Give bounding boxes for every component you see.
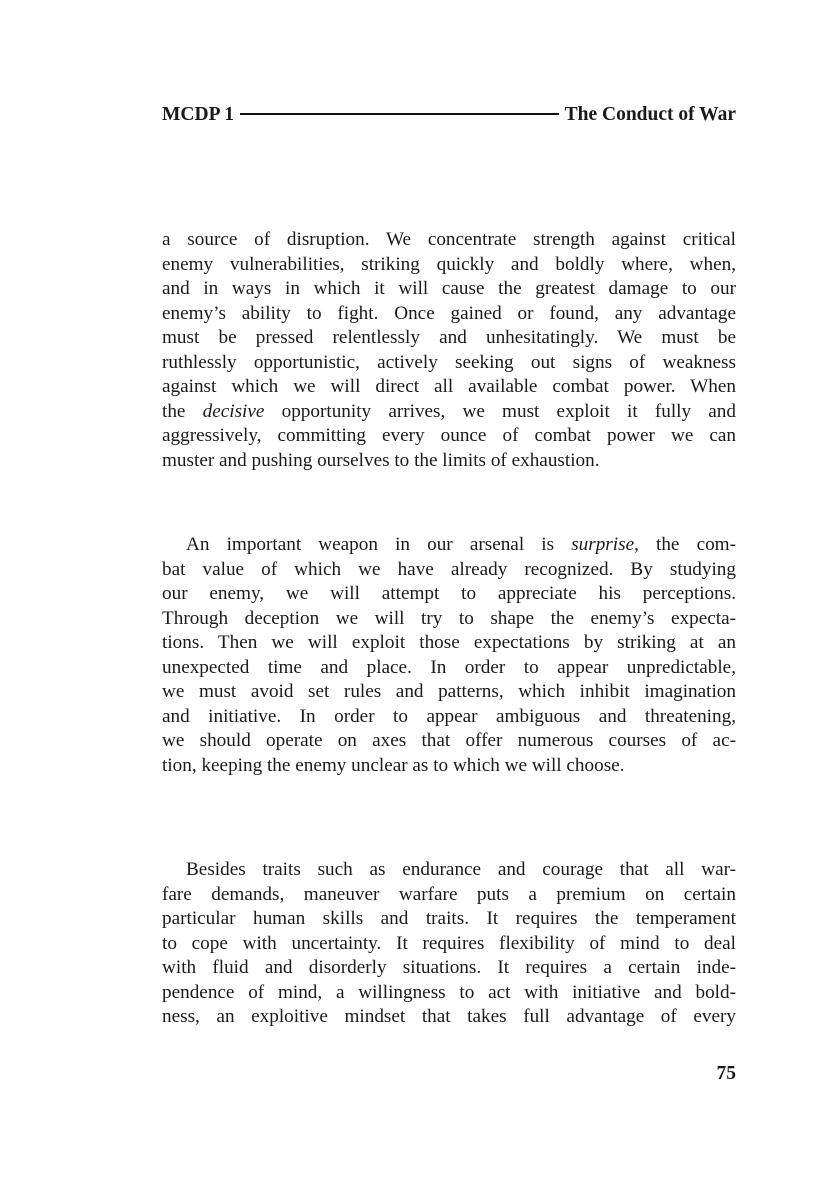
text-segment: and in ways in which it will cause the greatest damage to our <box>162 278 736 299</box>
text-segment: against which we will direct all available combat power. When <box>162 376 736 397</box>
text-line <box>162 302 736 327</box>
text-segment: Through deception we will try to shape the enemy’s expecta- <box>162 607 736 629</box>
text-segment: tions. Then we will exploit those expectations by striking at an <box>162 632 736 653</box>
text-line <box>162 705 736 730</box>
paragraph-3 <box>162 858 736 1030</box>
text-segment: , the com- <box>634 534 736 555</box>
emphasized-text: surprise <box>571 534 635 555</box>
text-line <box>162 533 736 558</box>
page-number: 75 <box>716 1063 736 1084</box>
text-line <box>162 253 736 278</box>
text-segment: we should operate on axes that offer numerous courses of ac- <box>162 730 736 751</box>
text-line <box>162 607 736 632</box>
text-segment: a source of disruption. We concentrate strength against critical <box>162 229 736 250</box>
text-line <box>162 956 736 981</box>
text-line <box>162 351 736 376</box>
text-segment: ness, an exploitive mindset that takes full advantage of every <box>162 1006 736 1027</box>
emphasized-text: decisive <box>202 400 265 422</box>
text-line <box>162 883 736 908</box>
paragraph-2 <box>162 533 736 778</box>
text-segment: the <box>162 400 203 422</box>
text-line <box>162 326 736 351</box>
text-line <box>162 582 736 607</box>
running-header <box>162 102 736 128</box>
text-segment: enemy’s ability to fight. Once gained or found, any advantage <box>162 302 736 324</box>
text-line <box>162 277 736 302</box>
header-document-id: MCDP 1 <box>162 104 235 125</box>
text-line <box>162 1005 736 1030</box>
text-segment: Besides traits such as endurance and courage that all war- <box>186 859 736 880</box>
text-segment: muster and pushing ourselves to the limits of exhaustion. <box>162 449 600 471</box>
text-line <box>162 907 736 932</box>
text-segment: pendence of mind, a willingness to act with initiative and bold- <box>162 981 736 1003</box>
text-segment: our enemy, we will attempt to appreciate his perceptions. <box>162 583 736 604</box>
text-segment: tion, keeping the enemy unclear as to which we will choose. <box>162 754 625 776</box>
text-line <box>162 754 736 779</box>
text-segment: unexpected time and place. In order to appear unpredictable, <box>162 656 736 678</box>
header-rule <box>240 113 559 115</box>
text-line <box>162 375 736 400</box>
text-line <box>162 858 736 883</box>
text-line <box>162 424 736 449</box>
text-segment: with fluid and disorderly situations. It requires a certain inde- <box>162 957 736 978</box>
header-title: The Conduct of War <box>564 104 736 125</box>
text-line <box>162 656 736 681</box>
text-segment: fare demands, maneuver warfare puts a premium on certain <box>162 883 736 905</box>
text-segment: ruthlessly opportunistic, actively seeking out signs of weakness <box>162 351 736 373</box>
text-segment: opportunity arrives, we must exploit it fully and <box>264 400 736 422</box>
text-segment: must be pressed relentlessly and unhesitatingly. We must be <box>162 327 736 348</box>
text-segment: particular human skills and traits. It requires the temperament <box>162 908 736 929</box>
text-line <box>162 400 736 425</box>
text-segment: to cope with uncertainty. It requires flexibility of mind to deal <box>162 932 736 954</box>
text-line <box>162 631 736 656</box>
text-line <box>162 729 736 754</box>
text-line <box>162 932 736 957</box>
text-segment: enemy vulnerabilities, striking quickly and boldly where, when, <box>162 253 736 275</box>
text-segment: bat value of which we have already recognized. By studying <box>162 558 736 580</box>
paragraph-1 <box>162 228 736 473</box>
text-segment: and initiative. In order to appear ambiguous and threatening, <box>162 705 736 727</box>
text-line <box>162 981 736 1006</box>
text-line <box>162 449 736 474</box>
text-segment: aggressively, committing every ounce of combat power we can <box>162 425 736 446</box>
text-line <box>162 228 736 253</box>
text-segment: An important weapon in our arsenal is <box>186 534 572 555</box>
text-line <box>162 680 736 705</box>
text-segment: we must avoid set rules and patterns, which inhibit imagination <box>162 681 736 702</box>
text-line <box>162 558 736 583</box>
